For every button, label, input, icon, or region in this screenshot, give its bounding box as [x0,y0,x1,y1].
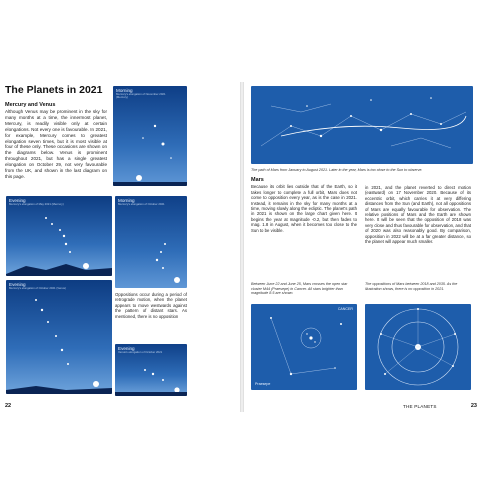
panel-desc: Mercury's elongation of November 2021 (Mercury) [116,92,166,100]
left-page [3,82,239,412]
evening-panel-2 [6,280,112,394]
panel-title: Morning [116,88,133,93]
mars-path-chart [251,86,473,164]
panel-title: Evening [9,198,26,203]
section-heading: Mercury and Venus [5,102,56,108]
panel-desc: Mercury's elongation of October 2021 (Venus) [9,286,66,290]
page-number: 22 [5,403,12,409]
evening-panel-art [6,196,112,276]
retrograde-text: Oppositions occur during a period of retrograde motion, when the planet appears to move westwards against the pattern of distant stars. As mentioned, there is no opposition [115,292,187,319]
panel-title: Evening [118,346,135,351]
mars-col-1-text: Because its orbit lies outside that of the Earth, so it takes longer to complete a full orbit, Mars does not come to opposition every year, as is the case in 2021. Instead, it remains in the sky for many months at a time, moving slowly along the ecliptic. The planet's path in 2021 is shown on the large chart given here. It begins the year at magnitude -0.2, but then fades to mag. 1.8 in August, when it becomes too close to the Sun to be visible. [251,184,357,233]
morning-panel [113,86,187,186]
page-title: The Planets in 2021 [5,84,103,96]
mars-col-2: in 2021, and the planet reverted to direct motion (eastward) on 17 November 2020. Because of its eccentric orbit, which carries it at very differing distances from the Sun (and Earth), not all oppositions of Mars are equally favourable for observation. The relative positions of Mars and the Earth are shown here. It will be seen that the opposition of 2018 was very close and thus favourable for observation, and that of 2020 was also reasonably good. By comparison, opposition in 2022 will be at a far greater distance, so the planet will appear much smaller. [365,185,471,245]
mars-heading: Mars [251,177,264,183]
mars-path-chart-art [251,86,473,164]
right-page [245,82,481,412]
panel-desc: Venus's elongation of October 2021 [118,350,163,354]
evening-panel-2-art [6,280,112,394]
morning-panel-2-art [115,196,187,288]
panel-desc: Mercury's elongation of October 2021 [118,202,165,206]
morning-panel-2 [115,196,187,288]
evening-panel [6,196,112,276]
praesepe-caption: Between June 22 and June 25, Mars crosses the open star cluster M44 (Praesepe) in Cancer. All stars brighter than magnitude 8.5 are shown. [251,282,348,296]
oppositions-diagram [365,304,471,390]
mars-path-caption: The path of Mars from January to August 2021. Later in the year, Mars is too close to the Sun to observe. [251,168,423,172]
cancer-label: CANCER [337,307,353,311]
praesepe-label: Praesepe [255,382,271,386]
oppositions-caption: The oppositions of Mars between 2018 and 2035. As the illustration shows, there is no opposition in 2021. [365,282,458,291]
praesepe-chart [251,304,357,390]
panel-title: Morning [118,198,135,203]
running-head: THE PLANETS [403,404,437,409]
oppositions-diagram-art [365,304,471,390]
morning-panel-art [113,86,187,186]
evening-panel-3 [115,344,187,396]
panel-title: Evening [9,282,26,287]
panel-desc: Mercury's elongation of May 2021 (Mercury) [9,202,64,206]
gutter [240,82,244,412]
intro-text: Although Venus may be prominent in the sky for many months at a time, the innermost planet, Mercury, is readily visible only at certain elongations. Not every one is favourable. In 2021, for example, Mercury comes to greatest elongation seven times, but it is most visible at four of these only. These occasions are shown on the diagrams below. Venus is prominent throughout 2021, but has a single greatest elongation on October 29, not very favourable from the UK, and shown in the last diagram on this page. [5,109,107,179]
mars-col-1 [251,178,357,233]
praesepe-chart-art [251,304,357,390]
page-number: 23 [470,403,477,409]
